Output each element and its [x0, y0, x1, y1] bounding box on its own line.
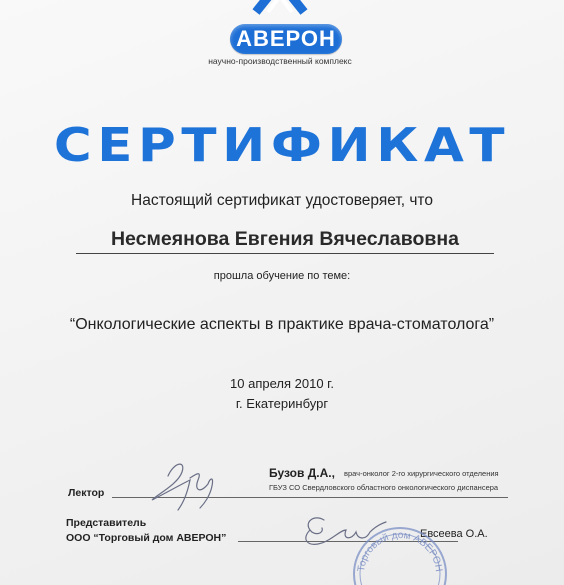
- averon-emblem-icon: [248, 0, 312, 22]
- representative-label: Представитель: [66, 517, 147, 529]
- issue-date: 10 апреля 2010 г.: [230, 376, 334, 391]
- certificate-title: СЕРТИФИКАТ: [53, 118, 511, 172]
- lector-institution: ГБУЗ СО Свердловского областного онкологического диспансера: [269, 483, 499, 492]
- logo-wordmark: АВЕРОН: [230, 24, 342, 54]
- averon-logo: [200, 0, 360, 80]
- certificate-intro: Настоящий сертификат удостоверяет, что: [131, 192, 433, 209]
- stamp-text: Торговый дом АВЕРОН: [356, 529, 445, 573]
- lector-position: врач-онколог 2-го хирургического отделения: [344, 469, 499, 478]
- lector-label: Лектор: [68, 487, 105, 499]
- representative-company: ООО “Торговый дом АВЕРОН”: [66, 532, 227, 544]
- company-stamp: [350, 524, 450, 585]
- svg-text:Торговый дом АВЕРОН: [356, 530, 444, 572]
- lector-name: Бузов Д.А.,: [269, 466, 335, 480]
- issue-city: г. Екатеринбург: [235, 396, 329, 411]
- recipient-name: Несмеянова Евгения Вячеславовна: [110, 228, 460, 250]
- logo-subtitle: научно-производственный комплекс: [208, 56, 352, 66]
- recipient-line: [76, 228, 494, 254]
- lector-signature: [138, 454, 228, 514]
- studied-text: прошла обучение по теме:: [213, 270, 351, 282]
- representative-name: Евсеева О.А.: [420, 528, 488, 540]
- course-topic: “Онкологические аспекты в практике врача-стоматолога”: [69, 316, 495, 333]
